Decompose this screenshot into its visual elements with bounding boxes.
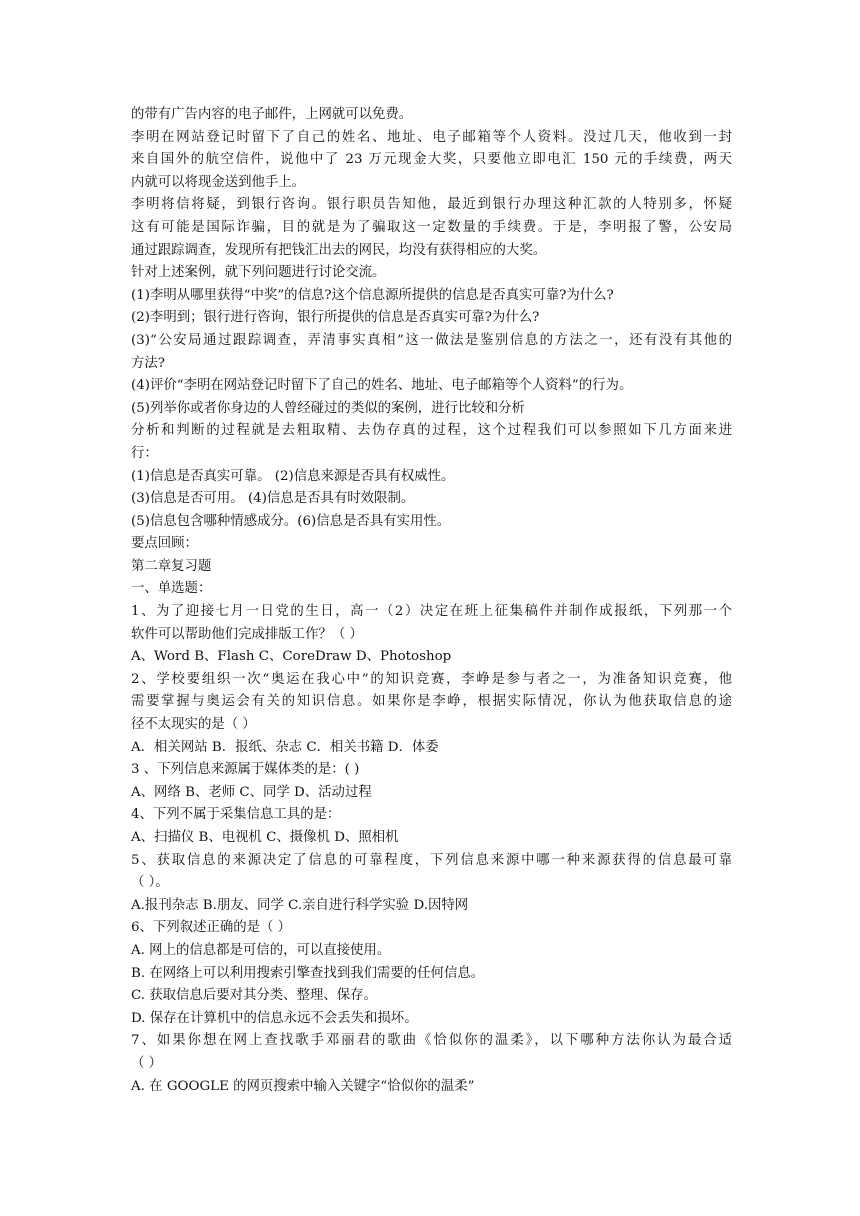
text-line: B. 在网络上可以利用搜索引擎查找到我们需要的任何信息。 <box>131 965 485 981</box>
text-line: 径不太现实的是（ ） <box>131 717 256 733</box>
text-line: 要点回顾： <box>131 536 198 552</box>
text-line: 需要掌握与奥运会有关的知识信息。如果你是李峥，根据实际情况，你认为他获取信息的途 <box>131 694 732 710</box>
text-line: 通过跟踪调查，发现所有把钱汇出去的网民，均没有获得相应的大奖。 <box>131 242 547 258</box>
text-line: (3)“公安局通过跟踪调查，弄清事实真相”这一做法是鉴别信息的方法之一，还有没有其他的 <box>131 332 732 348</box>
text-line: A. 网上的信息都是可信的，可以直接使用。 <box>131 942 391 958</box>
text-line: D. 保存在计算机中的信息永远不会丢失和损坏。 <box>131 1010 418 1026</box>
text-line: 4、下列不属于采集信息工具的是： <box>131 807 341 823</box>
text-line: (1)信息是否真实可靠。 (2)信息来源是否具有权威性。 <box>131 468 455 484</box>
text-line: 内就可以将现金送到他手上。 <box>131 174 306 190</box>
text-line: (3)信息是否可用。 (4)信息是否具有时效限制。 <box>131 491 415 507</box>
text-line: (1)李明从哪里获得“中奖”的信息?这个信息源所提供的信息是否真实可靠?为什么? <box>131 287 614 303</box>
document-page <box>131 104 732 1098</box>
text-line: A.报刊杂志 B.朋友、同学 C.亲自进行科学实验 D.因特网 <box>131 897 469 913</box>
text-line: (5)信息包含哪种情感成分。(6)信息是否具有实用性。 <box>131 513 451 529</box>
text-line: 分析和判断的过程就是去粗取精、去伪存真的过程，这个过程我们可以参照如下几方面来进 <box>131 423 732 439</box>
text-line: 2、学校要组织一次“奥运在我心中”的知识竞赛，李峥是参与者之一，为准备知识竞赛，他 <box>131 671 732 687</box>
text-line: 的带有广告内容的电子邮件，上网就可以免费。 <box>131 107 413 122</box>
text-line: 3 、下列信息来源属于媒体类的是：( ) <box>131 762 360 778</box>
text-line: 5、获取信息的来源决定了信息的可靠程度，下列信息来源中哪一种来源获得的信息最可靠 <box>131 852 732 868</box>
text-line: 一、单选题： <box>131 581 212 597</box>
text-line: 方法? <box>131 355 165 371</box>
text-line: (2)李明到；银行进行咨询，银行所提供的信息是否真实可靠?为什么? <box>131 310 540 326</box>
text-line: (4)评价“李明在网站登记时留下了自己的姓名、地址、电子邮箱等个人资料”的行为。 <box>131 378 633 394</box>
text-line: A、网络 B、老师 C、同学 D、活动过程 <box>131 784 372 800</box>
text-line: A、Word B、Flash C、CoreDraw D、Photoshop <box>131 649 452 665</box>
text-line: 李明将信将疑，到银行咨询。银行职员告知他，最近到银行办理这种汇款的人特别多，怀疑 <box>131 197 732 213</box>
text-line: 行： <box>131 445 158 461</box>
text-line: 针对上述案例，就下列问题进行讨论交流。 <box>131 265 386 281</box>
text-line: （ ）。 <box>131 875 169 891</box>
text-line: 软件可以帮助他们完成排版工作？（ ） <box>131 626 363 642</box>
text-line: C. 获取信息后要对其分类、整理、保存。 <box>131 988 377 1004</box>
text-line: 6、下列叙述正确的是（ ） <box>131 920 292 936</box>
text-line: 李明在网站登记时留下了自己的姓名、地址、电子邮箱等个人资料。没过几天，他收到一封 <box>131 129 732 145</box>
text-line: 来自国外的航空信件，说他中了 23 万元现金大奖，只要他立即电汇 150 元的手续费，两天 <box>131 152 732 168</box>
text-line: A. 在 GOOGLE 的网页搜索中输入关键字“恰似你的温柔” <box>131 1078 475 1094</box>
text-line: 7、如果你想在网上查找歌手邓丽君的歌曲《恰似你的温柔》，以下哪种方法你认为最合适 <box>131 1033 732 1049</box>
text-line: (5)列举你或者你身边的人曾经碰过的类似的案例，进行比较和分析 <box>131 400 525 416</box>
text-line: A．相关网站 B．报纸、杂志 C．相关书籍 D．体委 <box>131 739 439 755</box>
text-line: A、扫描仪 B、电视机 C、摄像机 D、照相机 <box>131 830 399 845</box>
text-line: （ ） <box>131 1055 163 1071</box>
text-line: 第二章复习题 <box>131 558 212 574</box>
text-line: 1、为了迎接七月一日党的生日，高一（2）决定在班上征集稿件并制作成报纸，下列那一个 <box>131 604 732 620</box>
text-line: 这有可能是国际诈骗，目的就是为了骗取这一定数量的手续费。于是，李明报了警，公安局 <box>131 219 732 235</box>
